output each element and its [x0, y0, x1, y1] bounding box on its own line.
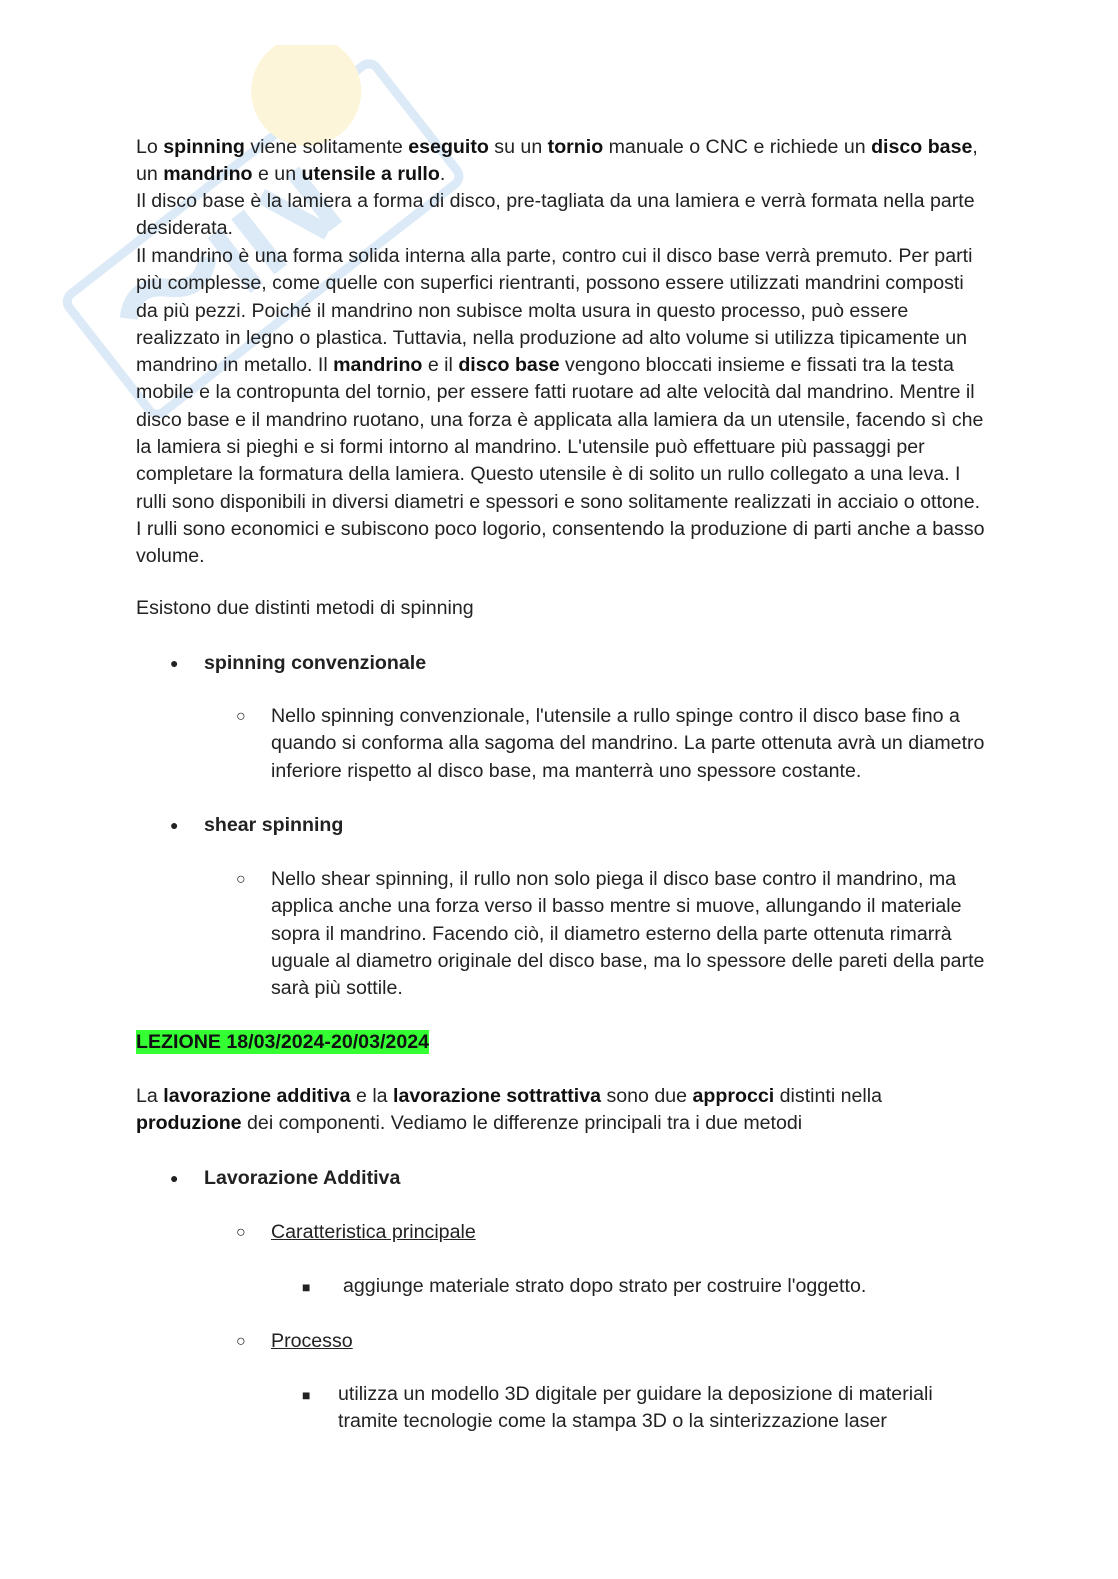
method-title: spinning convenzionale	[204, 652, 427, 674]
bold-term: disco base	[871, 136, 973, 158]
method-title: shear spinning	[204, 814, 344, 836]
characteristic-text: aggiunge materiale strato dopo strato per costruire l'oggetto.	[343, 1275, 867, 1297]
circle-bullet-icon: ○	[236, 871, 246, 888]
text-run: manuale o CNC e richiede un	[603, 136, 872, 158]
square-bullet-icon: ■	[302, 1387, 311, 1403]
bold-term: approcci	[692, 1085, 775, 1107]
bold-term: spinning	[163, 136, 245, 158]
highlighted-lesson-date: LEZIONE 18/03/2024-20/03/2024	[136, 1031, 430, 1053]
text-run: distinti nella	[774, 1085, 883, 1107]
bullet-icon: ●	[170, 655, 179, 671]
process-label: Processo	[271, 1330, 353, 1352]
intro-paragraph	[136, 134, 986, 189]
text-run: e il	[422, 354, 459, 377]
circle-bullet-icon: ○	[236, 1333, 246, 1350]
mandrino-paragraph	[136, 243, 986, 571]
bold-term: mandrino	[163, 163, 253, 186]
text-run: e la	[350, 1085, 394, 1107]
text-run: Il mandrino è una forma solida interna alla parte, contro cui il disco base verrà premuto. Per parti più complesse, come quelle con superfici rientranti, possono essere utilizzati mandrini composti da più pezzi. Poiché il mandrino non subisce molta usura in questo processo, può essere realizzato in legno o plastica. Tuttavia, nella produzione ad alto volume si utilizza tipicamente un mandrino in metallo. Il	[136, 245, 973, 377]
text-run: su un	[488, 136, 548, 158]
bold-term: mandrino	[333, 354, 423, 377]
characteristic-label: Caratteristica principale	[271, 1221, 476, 1243]
text-run: La	[136, 1085, 164, 1107]
method-description: Nello spinning convenzionale, l'utensile a rullo spinge contro il disco base fino a quando si conforma alla sagoma del mandrino. La parte ottenuta avrà un diametro inferiore rispetto al disco base, ma manterrà uno spessore costante.	[271, 705, 985, 782]
additive-title: Lavorazione Additiva	[204, 1167, 401, 1189]
text-run: , un	[136, 136, 978, 186]
bold-term: tornio	[547, 136, 604, 158]
text-run: .	[439, 163, 446, 186]
bold-term: eseguito	[408, 136, 489, 158]
lesson-heading	[136, 1029, 986, 1056]
bullet-icon: ●	[170, 1170, 179, 1186]
text-run: sono due	[601, 1085, 693, 1107]
bold-term: disco base	[458, 354, 560, 377]
process-text: utilizza un modello 3D digitale per guidare la deposizione di materiali tramite tecnologie come la stampa 3D o la sinterizzazione laser	[338, 1383, 933, 1433]
text-run: Lo	[136, 136, 164, 158]
method-description: Nello shear spinning, il rullo non solo piega il disco base contro il mandrino, ma applica anche una forza verso il basso mentre si muove, allungando il materiale sopra il mandrino. Facendo ciò, il diametro esterno della parte ottenuta rimarrà uguale al diametro originale del disco base, ma lo spessore delle pareti della parte sarà più sottile.	[271, 868, 985, 1000]
circle-bullet-icon: ○	[236, 1224, 246, 1241]
disco-base-paragraph: Il disco base è la lamiera a forma di disco, pre-tagliata da una lamiera e verrà formata nella parte desiderata.	[136, 190, 975, 240]
square-bullet-icon: ■	[302, 1279, 311, 1295]
text-run: viene solitamente	[244, 136, 409, 158]
bold-term: produzione	[136, 1112, 242, 1135]
circle-bullet-icon: ○	[236, 708, 246, 725]
methods-intro: Esistono due distinti metodi di spinning	[136, 597, 474, 619]
text-run: dei componenti. Vediamo le differenze principali tra i due metodi	[241, 1112, 803, 1135]
text-run: vengono bloccati insieme e fissati tra la testa mobile e la contropunta del tornio, per essere fatti ruotare ad alte velocità dal mandrino. Mentre il disco base e il mandrino ruotano, una forza è applicata alla lamiera da un utensile, facendo sì che la lamiera si pieghi e si formi intorno al mandrino. L'utensile può effettuare più passaggi per completare la formatura della lamiera. Questo utensile è di solito un rullo collegato a una leva. I rulli sono disponibili in diversi diametri e spessori e sono solitamente realizzati in acciaio o ottone. I rulli sono economici e subiscono poco logorio, consentendo la produzione di parti anche a basso volume.	[136, 354, 985, 568]
bullet-icon: ●	[170, 817, 179, 833]
text-run: e un	[252, 163, 302, 186]
bold-term: lavorazione additiva	[163, 1085, 351, 1107]
bold-term: utensile a rullo	[301, 163, 440, 186]
bold-term: lavorazione sottrattiva	[393, 1085, 602, 1107]
comparison-paragraph	[136, 1083, 986, 1138]
